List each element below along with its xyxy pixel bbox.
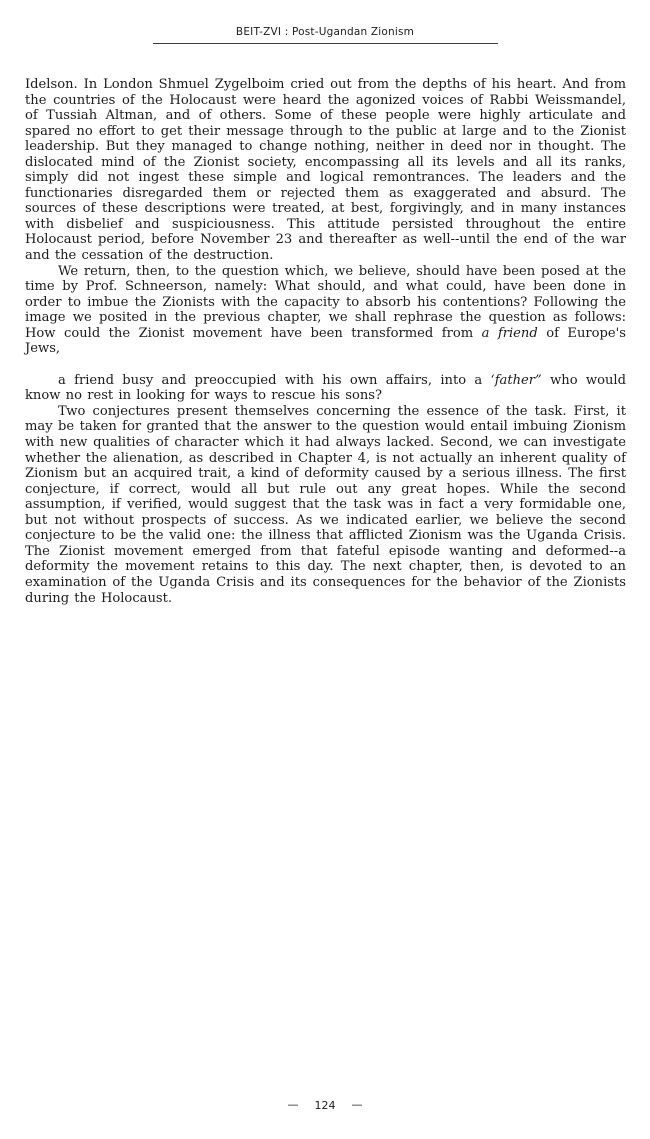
header-rule [153,43,498,44]
page-footer [0,1099,650,1112]
running-head-title: BEIT-ZVI : Post-Ugandan Zionism [235,26,415,38]
body-text [25,77,626,606]
page-number: 124 [314,1099,336,1112]
paragraph: Two conjectures present themselves concerning the essence of the task. First, it may be taken for granted that the answer to the question would entail imbuing Zionism with new qualities of character which it had always lacked. Second, we can investigate whether the alienation, as described in Chapter 4, is not actually an inherent quality of Zionism but an acquired trait, a kind of deformity caused by a serious illness. The first conjecture, if correct, would all but rule out any great hopes. While the second assumption, if verified, would suggest that the task was in fact a very formidable one, but not without prospects of success. As we indicated earlier, we believe the second conjecture to be the valid one: the illness that afflicted Zionism was the Uganda Crisis. The Zionist movement emerged from that fateful episode wanting and deformed--a deformity the movement retains to this day. The next chapter, then, is devoted to an examination of the Uganda Crisis and its consequences for the behavior of the Zionists during the Holocaust. [25,403,626,606]
footer-dash-right: — [351,1098,363,1111]
paragraph: a friend busy and preoccupied with his own affairs, into a ‘father” who would know no rest in looking for ways to rescue his sons? [25,372,626,404]
footer-dash-left: — [287,1098,299,1111]
paragraph: Idelson. In London Shmuel Zygelboim cried out from the depths of his heart. And from the countries of the Holocaust were heard the agonized voices of Rabbi Weissmandel, of Tussiah Altman, and of others. Some of these people were highly articulate and spared no effort to get their message through to the public at large and to the Zionist leadership. But they managed to change nothing, neither in deed nor in thought. The dislocated mind of the Zionist society, encompassing all its levels and all its ranks, simply did not ingest these simple and logical remontrances. The leaders and the functionaries disregarded them or rejected them as exaggerated and absurd. The sources of these descriptions were treated, at best, forgivingly, and in many instances with disbelief and suspiciousness. This attitude persisted throughout the entire Holocaust period, before November 23 and thereafter as well--until the end of the war and the cessation of the destruction. [25,77,626,264]
paragraph: We return, then, to the question which, we believe, should have been posed at the time by Prof. Schneerson, namely: What should, and what could, have been done in order to imbue the Zionists with the capacity to absorb his contentions? Following the image we posited in the previous chapter, we shall rephrase the question as follows: How could the Zionist movement have been transformed from a friend of Europe's Jews, [25,263,627,357]
page-header [0,26,650,44]
